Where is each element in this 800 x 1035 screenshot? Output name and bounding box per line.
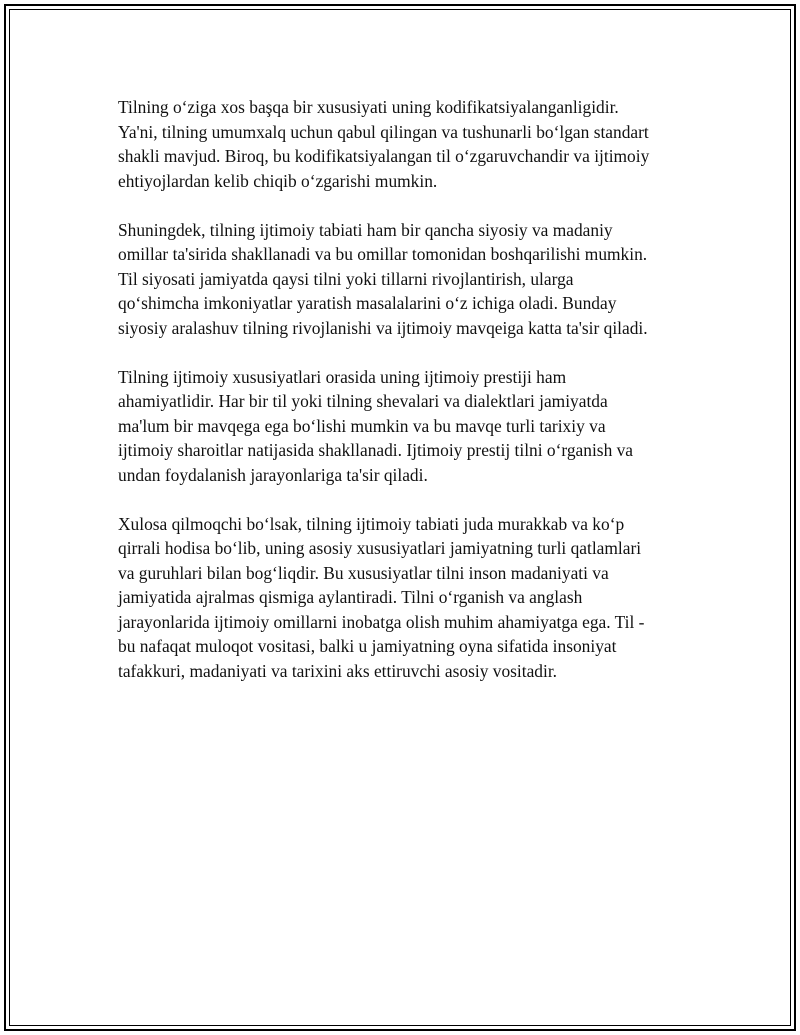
text-line: jamiyatida ajralmas qismiga aylantiradi. Tilni o‘rganish va anglash bbox=[118, 587, 583, 607]
text-line: Tilning ijtimoiy xususiyatlari orasida uning ijtimoiy prestiji ham bbox=[118, 366, 567, 387]
text-line: Ya'ni, tilning umumxalq uchun qabul qilingan va tushunarli bo‘lgan standart bbox=[118, 121, 649, 142]
text-line: jarayonlarida ijtimoiy omillarni inobatga olish muhim ahamiyatga ega. Til - bbox=[118, 611, 645, 632]
text-line: Tilning o‘ziga xos başqa bir xususiyati uning kodifikatsiyalanganligidir. bbox=[118, 97, 619, 117]
text-line: omillar ta'sirida shakllanadi va bu omillar tomonidan boshqarilishi mumkin. bbox=[118, 244, 648, 264]
text-line: bu nafaqat muloqot vositasi, balki u jamiyatning oyna sifatida insoniyat bbox=[118, 636, 617, 656]
paragraph-4 bbox=[118, 512, 698, 684]
text-line: shakli mavjud. Biroq, bu kodifikatsiyalangan til o‘zgaruvchandir va ijtimoiy bbox=[118, 146, 650, 166]
text-line: qirrali hodisa bo‘lib, uning asosiy xususiyatlari jamiyatning turli qatlamlari bbox=[118, 538, 642, 558]
text-line: Shuningdek, tilning ijtimoiy tabiati ham bir qancha siyosiy va madaniy bbox=[118, 219, 613, 240]
text-line: tafakkuri, madaniyati va tarixini aks ettiruvchi asosiy vositadir. bbox=[118, 660, 558, 681]
page-border bbox=[4, 4, 796, 1031]
text-line: undan foydalanish jarayonlariga ta'sir qiladi. bbox=[118, 464, 428, 485]
text-line: Til siyosati jamiyatda qaysi tilni yoki tillarni rivojlantirish, ularga bbox=[118, 268, 574, 289]
text-line: ahamiyatlidir. Har bir til yoki tilning shevalari va dialektlari jamiyatda bbox=[118, 391, 608, 411]
text-line: qo‘shimcha imkoniyatlar yaratish masalalarini o‘z ichiga oladi. Bunday bbox=[118, 293, 617, 313]
paragraph-3 bbox=[118, 365, 698, 488]
text-line: siyosiy aralashuv tilning rivojlanishi va ijtimoiy mavqeiga katta ta'sir qiladi. bbox=[118, 317, 648, 338]
text-line: Xulosa qilmoqchi bo‘lsak, tilning ijtimoiy tabiati juda murakkab va ko‘p bbox=[118, 513, 625, 534]
text-line: ijtimoiy sharoitlar natijasida shakllanadi. Ijtimoiy prestij tilni o‘rganish va bbox=[118, 440, 634, 460]
text-line: va guruhlari bilan bog‘liqdir. Bu xususiyatlar tilni inson madaniyati va bbox=[118, 562, 609, 583]
document-body bbox=[118, 95, 698, 708]
text-line: ehtiyojlardan kelib chiqib o‘zgarishi mumkin. bbox=[118, 170, 438, 191]
paragraph-2 bbox=[118, 218, 698, 341]
text-line: ma'lum bir mavqega ega bo‘lishi mumkin va bu mavqe turli tarixiy va bbox=[118, 415, 606, 436]
paragraph-1 bbox=[118, 95, 698, 193]
